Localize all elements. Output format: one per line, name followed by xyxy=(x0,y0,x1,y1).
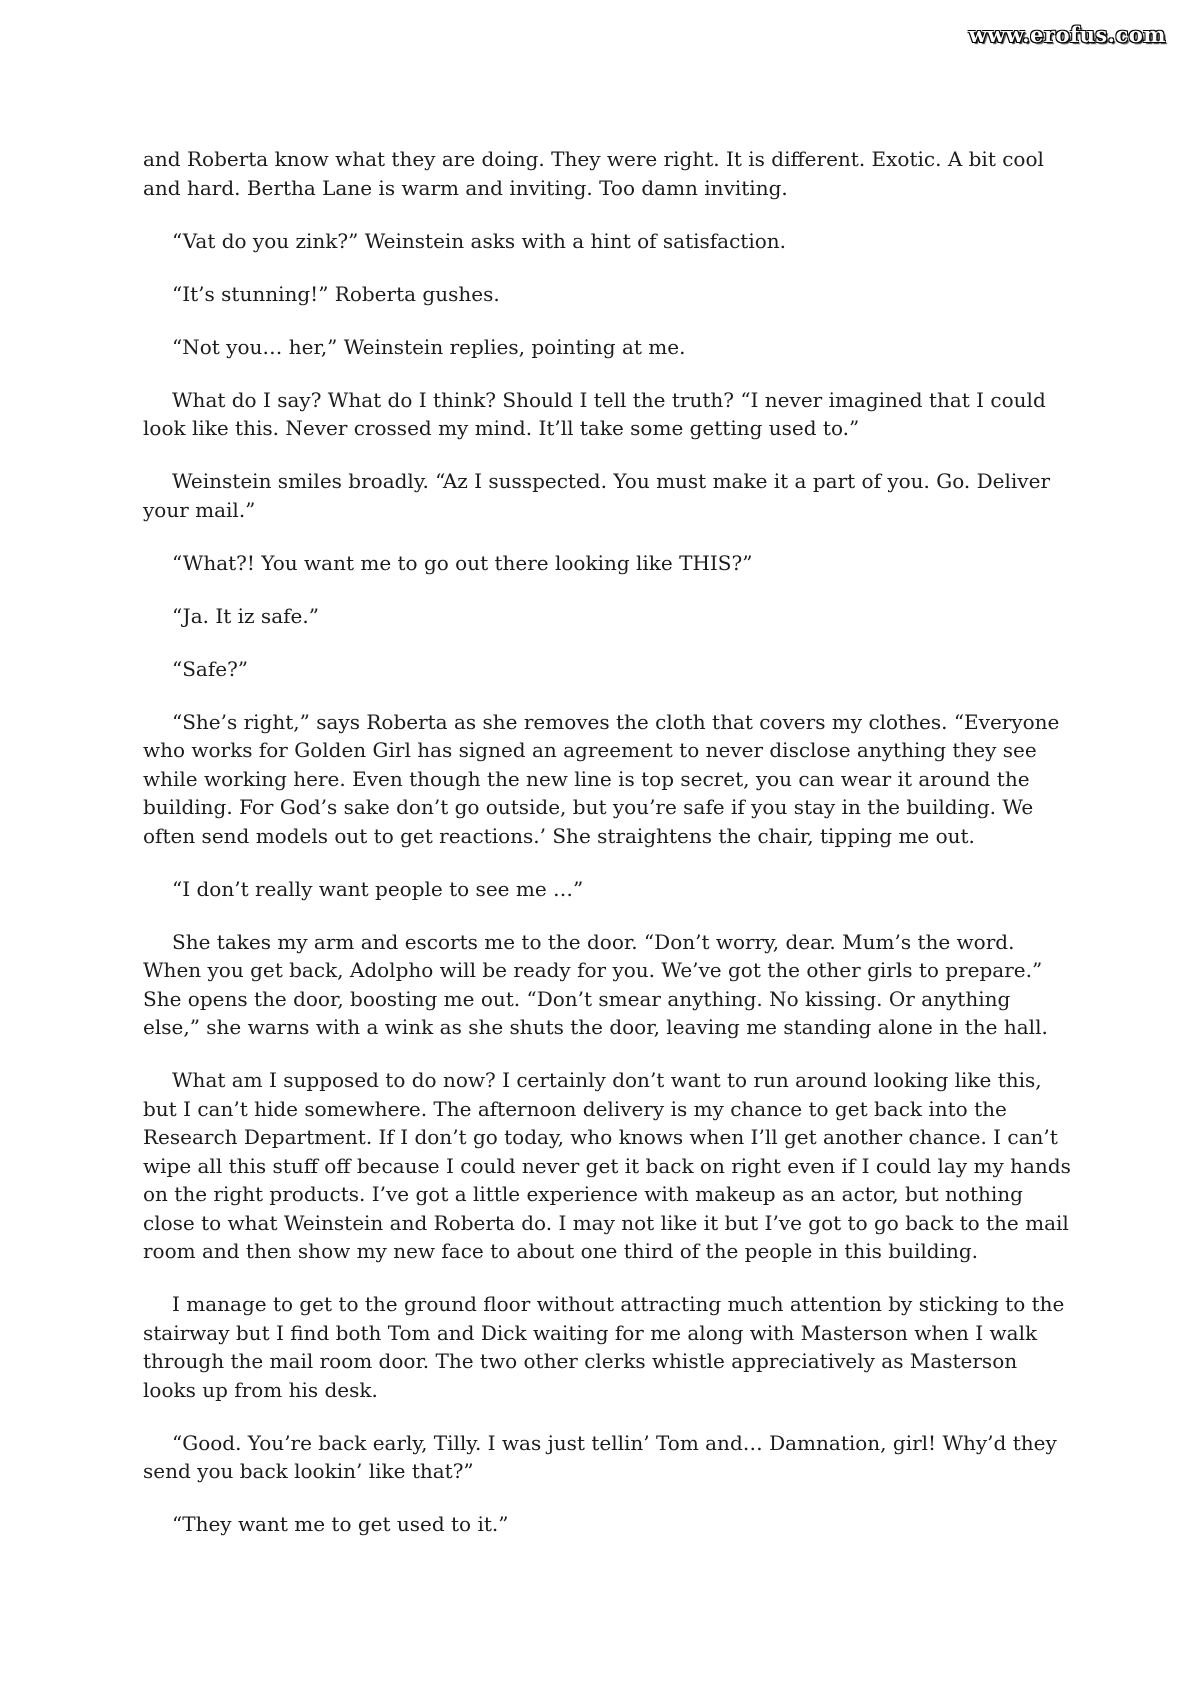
paragraph: “She’s right,” says Roberta as she removes the cloth that covers my clothes. “Everyone who works for Golden Girl has signed an agreement to never disclose anything they see while working here. Even though the new line is top secret, you can wear it around the building. For God’s sake don’t go outside, but you’re safe if you stay in the building. We often send models out to get reactions.’ She straightens the chair, tipping me out. xyxy=(143,709,1060,848)
paragraph: “It’s stunning!” Roberta gushes. xyxy=(172,281,500,306)
paragraph: What am I supposed to do now? I certainly don’t want to run around looking like this, but I can’t hide somewhere. The afternoon delivery is my chance to get back into the Research Department. If I don’t go today, who knows when I’ll get another chance. I can’t wipe all this stuff off because I could never get it back on right even if I could lay my hands on the right products. I’ve got a little experience with makeup as an actor, but nothing close to what Weinstein and Roberta do. I may not like it but I’ve got to go back to the mail room and then show my new face to about one third of the people in this building. xyxy=(143,1068,1071,1263)
paragraph: She takes my arm and escorts me to the door. “Don’t worry, dear. Mum’s the word. When you get back, Adolpho will be ready for you. We’ve got the other girls to prepare.” She opens the door, boosting me out. “Don’t smear anything. No kissing. Or anything else,” she warns with a wink as she shuts the door, leaving me standing alone in the hall. xyxy=(143,929,1048,1039)
paragraph: and Roberta know what they are doing. They were right. It is different. Exotic. A bit cool and hard. Bertha Lane is warm and inviting. Too damn inviting. xyxy=(143,147,1044,200)
paragraph: I manage to get to the ground floor without attracting much attention by sticking to the stairway but I find both Tom and Dick waiting for me along with Masterson when I walk through the mail room door. The two other clerks whistle appreciatively as Masterson looks up from his desk. xyxy=(143,1292,1065,1402)
paragraph: Weinstein smiles broadly. “Az I susspected. You must make it a part of you. Go. Deliver your mail.” xyxy=(143,469,1050,522)
paragraph: “Vat do you zink?” Weinstein asks with a hint of satisfaction. xyxy=(172,228,787,253)
paragraph: “Safe?” xyxy=(172,656,249,681)
paragraph: “I don’t really want people to see me …” xyxy=(172,876,584,901)
paragraph: “Not you… her,” Weinstein replies, pointing at me. xyxy=(172,334,686,359)
paragraph: “Good. You’re back early, Tilly. I was just tellin’ Tom and… Damnation, girl! Why’d they send you back lookin’ like that?” xyxy=(143,1430,1057,1483)
paragraph: “They want me to get used to it.” xyxy=(172,1512,509,1536)
paragraph: “Ja. It iz safe.” xyxy=(172,603,319,628)
paragraph: “What?! You want me to go out there looking like THIS?” xyxy=(172,550,753,575)
page-text xyxy=(143,145,1073,1563)
paragraph: What do I say? What do I think? Should I tell the truth? “I never imagined that I could look like this. Never crossed my mind. It’ll take some getting used to.” xyxy=(143,387,1046,440)
site-watermark: www.erofus.com xyxy=(968,22,1166,47)
